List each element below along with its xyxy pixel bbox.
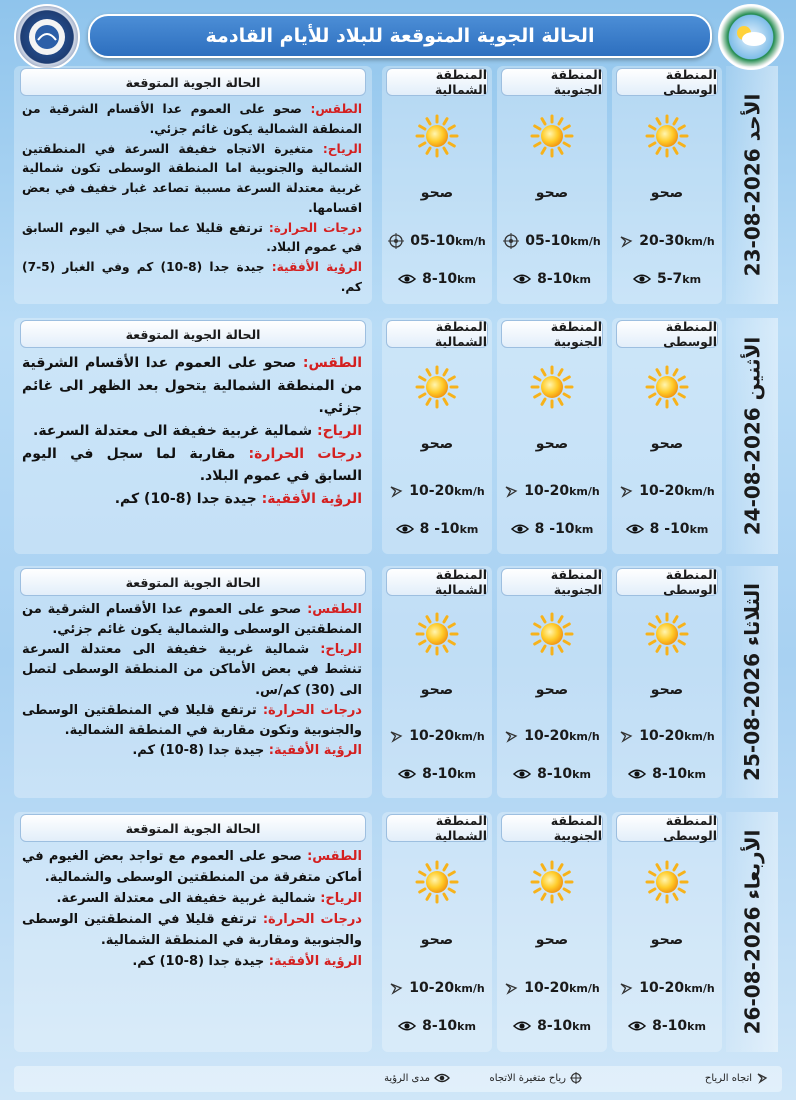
eye-icon [434, 1072, 450, 1084]
region-title: المنطقة الوسطى [616, 568, 718, 596]
legend-variable-wind-label: رياح متغيرة الاتجاه [489, 1072, 566, 1084]
legend-visibility-label: مدى الرؤية [384, 1072, 430, 1084]
region-title: المنطقة الشمالية [386, 320, 488, 348]
region-card [612, 318, 722, 554]
wind-direction-icon [756, 1072, 768, 1084]
wind-direction-icon [504, 981, 518, 995]
wind-direction-icon [619, 981, 633, 995]
condition-text: صحو [420, 682, 454, 698]
eye-icon [398, 768, 416, 780]
date-label: الأربعاء 2026-08-26 [740, 829, 764, 1035]
visibility-unit: km [457, 1019, 476, 1033]
visibility-key: الرؤية الأفقية: [271, 260, 362, 275]
sun-icon [645, 860, 689, 904]
condition-text: صحو [420, 436, 454, 452]
eye-icon [398, 1020, 416, 1032]
date-column [726, 66, 778, 304]
variable-wind-icon [503, 233, 519, 249]
wind-text: شمالية غربية خفيفة الى معتدلة السرعة. [56, 891, 316, 907]
temperature-text: ترتفع قليلا في المنطقتين الوسطى والجنوبية وتكون مقاربة في المنطقة الشمالية. [22, 702, 362, 738]
visibility-value: 8-10 [537, 271, 573, 287]
forecast-description [14, 66, 372, 304]
wind-value: 10-20 [524, 980, 570, 996]
wind-unit: km/h [454, 981, 485, 995]
temperature-key: درجات الحرارة: [248, 445, 362, 462]
variable-wind-icon [388, 233, 404, 249]
wind-speed [382, 728, 492, 744]
visibility [612, 1018, 722, 1034]
sun-icon [530, 612, 574, 656]
wind-text: شمالية غربية خفيفة الى معتدلة السرعة. [33, 423, 313, 440]
wind-key: الرياح: [320, 891, 362, 907]
day-panel [14, 318, 782, 554]
sun-icon [530, 114, 574, 158]
region-card [382, 566, 492, 798]
visibility-value: 8-10 [422, 271, 458, 287]
legend-wind-direction-label: اتجاه الرياح [704, 1072, 752, 1084]
day-panel [14, 566, 782, 798]
date-column [726, 566, 778, 798]
forecast-text [22, 846, 362, 1046]
day-panel [14, 812, 782, 1052]
eye-icon [398, 273, 416, 285]
sun-icon [645, 365, 689, 409]
visibility-value: 8-10 [652, 1018, 688, 1034]
wind-direction-icon [504, 484, 518, 498]
visibility-value: 8-10 [422, 1018, 458, 1034]
sun-icon [530, 365, 574, 409]
temperature-key: درجات الحرارة: [262, 702, 362, 718]
region-card [612, 566, 722, 798]
wind-key: الرياح: [320, 642, 362, 658]
sun-icon [530, 860, 574, 904]
wind-key: الرياح: [317, 423, 362, 440]
region-card [612, 812, 722, 1052]
wind-direction-icon [619, 484, 633, 498]
wind-speed [382, 483, 492, 499]
meteorological-org-logo [14, 4, 80, 70]
wind-value: 10-20 [409, 728, 455, 744]
region-card [497, 566, 607, 798]
forecast-title: الحالة الجوية المتوقعة [20, 568, 366, 596]
wind-unit: km/h [684, 981, 715, 995]
wind-unit: km/h [569, 484, 600, 498]
visibility [497, 521, 607, 537]
forecast-text [22, 600, 362, 792]
visibility [612, 521, 722, 537]
region-card [382, 66, 492, 304]
region-card [497, 66, 607, 304]
wind-direction-icon [619, 729, 633, 743]
region-card [382, 812, 492, 1052]
sun-icon [415, 114, 459, 158]
region-card [497, 318, 607, 554]
eye-icon [513, 768, 531, 780]
wind-unit: km/h [684, 729, 715, 743]
wind-speed [612, 233, 722, 249]
visibility-unit: km [682, 272, 702, 286]
eye-icon [628, 1020, 646, 1032]
condition-text: صحو [650, 436, 684, 452]
wind-value: 10-20 [409, 980, 455, 996]
forecast-description [14, 566, 372, 798]
wind-value: 10-20 [409, 483, 455, 499]
region-card [497, 812, 607, 1052]
eye-icon [628, 768, 646, 780]
visibility [612, 271, 722, 287]
forecast-description [14, 812, 372, 1052]
weather-key: الطقس: [302, 355, 362, 371]
wind-key: الرياح: [322, 141, 362, 156]
region-title: المنطقة الوسطى [616, 68, 718, 96]
wind-value: 10-20 [639, 980, 685, 996]
wind-value: 10-20 [524, 728, 570, 744]
sun-icon [415, 612, 459, 656]
visibility [382, 271, 492, 287]
visibility-unit: km [687, 1019, 706, 1033]
forecast-text [22, 352, 362, 548]
region-title: المنطقة الشمالية [386, 814, 488, 842]
wind-speed [497, 980, 607, 996]
visibility-value: 8-10 [537, 766, 573, 782]
page-title: الحالة الجوية المتوقعة للبلاد للأيام القادمة [88, 14, 712, 58]
wind-speed [497, 728, 607, 744]
sun-icon [645, 114, 689, 158]
legend-variable-wind [490, 1072, 582, 1084]
condition-text: صحو [650, 932, 684, 948]
wind-speed [612, 980, 722, 996]
weather-text: صحو على العموم عدا الأقسام الشرقية من المنطقة الشمالية يتحول بعد الظهر الى غائم جزئي. [22, 355, 362, 417]
temperature-text: ترتفع قليلا عما سجل في اليوم السابق في عموم البلاد. [22, 220, 362, 255]
wind-value: 05-10 [410, 233, 456, 249]
legend-wind-direction [705, 1072, 768, 1084]
condition-text: صحو [535, 436, 569, 452]
condition-text: صحو [535, 932, 569, 948]
visibility-value: 5-7 [656, 271, 683, 287]
visibility [382, 1018, 492, 1034]
wind-unit: km/h [569, 729, 600, 743]
wind-speed [497, 483, 607, 499]
visibility-value: 8 -10 [649, 521, 690, 537]
region-title: المنطقة الشمالية [386, 568, 488, 596]
eye-icon [396, 523, 414, 535]
visibility-text: جيدة جدا (8-10) كم. [132, 742, 265, 758]
eye-icon [626, 523, 644, 535]
forecast-title: الحالة الجوية المتوقعة [20, 814, 366, 842]
wind-direction-icon [619, 234, 633, 248]
legend [14, 1066, 782, 1092]
visibility-unit: km [574, 522, 594, 536]
temperature-text: مقاربة لما سجل في اليوم السابق في عموم البلاد. [22, 445, 362, 485]
temperature-key: درجات الحرارة: [262, 912, 362, 928]
visibility-text: جيدة جدا (8-10) كم. [114, 491, 257, 508]
condition-text: صحو [535, 682, 569, 698]
wind-speed [382, 980, 492, 996]
visibility [497, 766, 607, 782]
region-title: المنطقة الشمالية [386, 68, 488, 96]
visibility-text: جيدة جدا (8-10) كم وفي الغبار (5-7) كم. [22, 260, 362, 294]
condition-text: صحو [650, 682, 684, 698]
day-panel [14, 66, 782, 304]
visibility-value: 8 -10 [534, 521, 575, 537]
eye-icon [633, 273, 651, 285]
forecast-title: الحالة الجوية المتوقعة [20, 68, 366, 96]
wind-direction-icon [389, 981, 403, 995]
weather-key: الطقس: [307, 602, 362, 617]
weather-key: الطقس: [310, 102, 362, 116]
temperature-key: درجات الحرارة: [268, 220, 362, 235]
visibility-value: 8-10 [537, 1018, 573, 1034]
visibility-unit: km [572, 767, 591, 781]
wind-speed [382, 233, 492, 249]
wind-direction-icon [504, 729, 518, 743]
visibility-value: 8 -10 [419, 521, 460, 537]
visibility-key: الرؤية الأفقية: [268, 742, 362, 758]
visibility-unit: km [572, 272, 591, 286]
wind-unit: km/h [570, 234, 601, 248]
variable-wind-icon [570, 1072, 582, 1084]
wind-text: متغيرة الاتجاه خفيفة السرعة في المنطقتين الشمالية والجنوبية اما المنطقة الوسطى تكون شمالية غربية معتدلة السرعة مسببة تصاعد غبار خفيف في بعض اقسامها. [22, 141, 362, 215]
wind-value: 05-10 [525, 233, 571, 249]
visibility-unit: km [687, 767, 706, 781]
date-label: الأثنين 2026-08-24 [740, 336, 764, 536]
legend-visibility [384, 1072, 450, 1084]
visibility [382, 766, 492, 782]
weather-service-logo [718, 4, 784, 70]
visibility-value: 8-10 [652, 766, 688, 782]
visibility [497, 271, 607, 287]
wind-unit: km/h [454, 484, 485, 498]
date-column [726, 318, 778, 554]
forecast-description [14, 318, 372, 554]
condition-text: صحو [420, 932, 454, 948]
wind-unit: km/h [454, 729, 485, 743]
wind-direction-icon [389, 484, 403, 498]
wind-direction-icon [389, 729, 403, 743]
eye-icon [513, 1020, 531, 1032]
visibility-key: الرؤية الأفقية: [268, 954, 362, 970]
forecast-text [22, 100, 362, 298]
visibility-unit: km [572, 1019, 591, 1033]
date-label: الثلاثاء 2026-08-25 [740, 583, 764, 781]
wind-value: 20-30 [639, 233, 685, 249]
region-card [612, 66, 722, 304]
visibility [612, 766, 722, 782]
wind-speed [612, 483, 722, 499]
weather-text: صحو على العموم عدا الأقسام الشرقية من المنطقة الشمالية يكون غائم جزئي. [22, 102, 362, 136]
visibility-unit: km [457, 272, 476, 286]
visibility-key: الرؤية الأفقية: [261, 491, 362, 508]
region-title: المنطقة الجنوبية [501, 320, 603, 348]
sun-icon [645, 612, 689, 656]
visibility [382, 521, 492, 537]
sun-icon [415, 365, 459, 409]
wind-speed [612, 728, 722, 744]
visibility-unit: km [459, 522, 479, 536]
wind-unit: km/h [455, 234, 486, 248]
forecast-title: الحالة الجوية المتوقعة [20, 320, 366, 348]
date-column [726, 812, 778, 1052]
wind-value: 10-20 [639, 728, 685, 744]
region-title: المنطقة الجنوبية [501, 568, 603, 596]
region-title: المنطقة الجنوبية [501, 68, 603, 96]
wind-speed [497, 233, 607, 249]
condition-text: صحو [420, 185, 454, 201]
wind-unit: km/h [684, 234, 715, 248]
sun-icon [415, 860, 459, 904]
wind-unit: km/h [684, 484, 715, 498]
weather-key: الطقس: [307, 849, 362, 864]
visibility-value: 8-10 [422, 766, 458, 782]
wind-value: 10-20 [524, 483, 570, 499]
visibility-unit: km [689, 522, 709, 536]
eye-icon [513, 273, 531, 285]
wind-value: 10-20 [639, 483, 685, 499]
date-label: الأحد 2026-08-23 [740, 93, 765, 277]
condition-text: صحو [650, 185, 684, 201]
wind-unit: km/h [569, 981, 600, 995]
region-title: المنطقة الوسطى [616, 814, 718, 842]
visibility-text: جيدة جدا (8-10) كم. [132, 954, 265, 970]
wind-text: شمالية غربية خفيفة الى معتدلة السرعة تنشط في بعض الأماكن من المنطقة الوسطى لتصل الى (30) كم/س. [22, 642, 362, 698]
visibility-unit: km [457, 767, 476, 781]
region-title: المنطقة الجنوبية [501, 814, 603, 842]
weather-text: صحو على العموم مع تواجد بعض الغيوم في أماكن متفرقة من المنطقتين الوسطى والشمالية. [22, 849, 362, 886]
visibility [497, 1018, 607, 1034]
region-title: المنطقة الوسطى [616, 320, 718, 348]
weather-text: صحو على العموم عدا الأقسام الشرقية من المنطقتين الوسطى والشمالية يكون غائم جزئي. [22, 602, 362, 638]
condition-text: صحو [535, 185, 569, 201]
region-card [382, 318, 492, 554]
eye-icon [511, 523, 529, 535]
temperature-text: ترتفع قليلا في المنطقتين الوسطى والجنوبية ومقاربة في المنطقة الشمالية. [22, 912, 362, 949]
